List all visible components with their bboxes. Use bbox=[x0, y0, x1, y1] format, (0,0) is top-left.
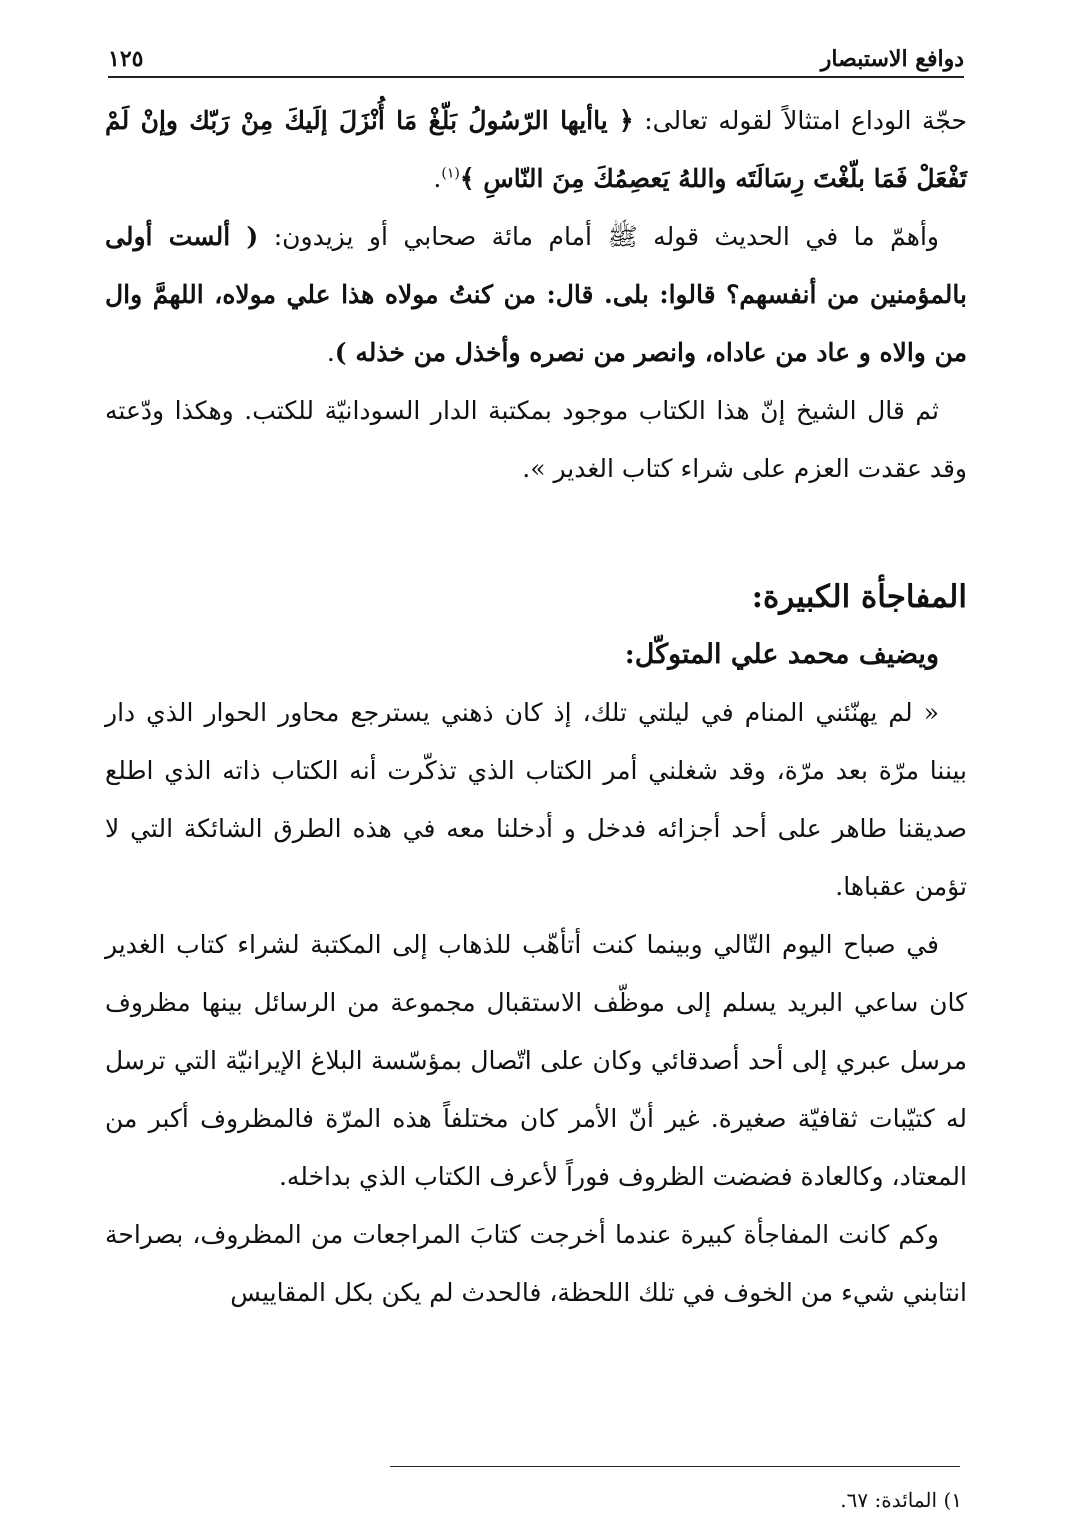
paragraph-sheikh: ثم قال الشيخ إنّ هذا الكتاب موجود بمكتبة الدار السودانيّة للكتب. وهكذا ودّعته وقد عقدت العزم على شراء كتاب الغدير ». bbox=[105, 396, 967, 483]
section-heading: المفاجأة الكبيرة: bbox=[751, 579, 967, 615]
paragraph-surprise: وكم كانت المفاجأة كبيرة عندما أخرجت كتابَ المراجعات من المظروف، بصراحة انتابني شيء من الخوف في تلك اللحظة، فالحدث لم يكن بكل المقاييس bbox=[105, 1220, 967, 1307]
page-body bbox=[105, 92, 967, 1322]
paragraph-quran-verse bbox=[105, 92, 967, 208]
section-subheading: ويضيف محمد علي المتوكّل: bbox=[624, 639, 939, 670]
quran-verse: ﴿ ياأيها الرّسُولُ بَلّغْ مَا أُنْزَلَ إلَيكَ مِنْ رَبّك وإنْ لَمْ تَفْعَلْ فَمَا بلّغْتَ رِسَالَتَه واللهُ يَعصِمُكَ مِنَ النّاسِ ﴾ bbox=[105, 106, 967, 193]
running-title: دوافع الاستبصار bbox=[820, 46, 964, 72]
section-gap bbox=[105, 498, 967, 568]
paragraph-intro: وأهمّ ما في الحديث قوله ﷺ أمام مائة صحابي أو يزيدون: bbox=[258, 222, 939, 251]
paragraph-night: « لم يهنّئني المنام في ليلتي تلك، إذ كان ذهني يسترجع محاور الحوار الذي دار بيننا مرّة بعد مرّة، وقد شغلني أمر الكتاب الذي تذكّرت أنه الكتاب ذاته الذي اطلع صديقنا طاهر على أحد أجزائه فدخل و أدخلنا معه في هذه الطرق الشائكة التي لا تؤمن عقباها. bbox=[105, 698, 967, 901]
hadith-quote: ( ألست أولى بالمؤمنين من أنفسهم؟ قالوا: بلى. قال: من كنتُ مولاه هذا علي مولاه، اللهمَّ وال من والاه و عاد من عاداه، وانصر من نصره وأخذل من خذله ) bbox=[105, 222, 967, 367]
paragraph-hadith bbox=[105, 208, 967, 382]
paragraph-intro: حجّة الوداع امتثالاً لقوله تعالى: bbox=[633, 106, 968, 135]
page-header bbox=[108, 38, 964, 78]
paragraph-morning: في صباح اليوم التّالي وبينما كنت أتأهّب للذهاب إلى المكتبة لشراء كتاب الغدير كان ساعي البريد يسلم إلى موظّف الاستقبال مجموعة من الرسائل بينها مظروف مرسل عبري إلى أحد أصدقائي وكان على اتّصال بمؤسّسة البلاغ الإيرانيّة التي ترسل له كتيّبات ثقافيّة صغيرة. غير أنّ الأمر كان مختلفاً هذه المرّة فالمظروف أكبر من المعتاد، وكالعادة فضضت الظروف فوراً لأعرف الكتاب الذي بداخله. bbox=[105, 930, 967, 1191]
page-number: ١٢٥ bbox=[108, 46, 144, 72]
paragraph-end: . bbox=[433, 164, 442, 193]
footnote: ١) المائدة: ٦٧. bbox=[840, 1488, 962, 1512]
paragraph-end: . bbox=[326, 338, 335, 367]
footnote-divider bbox=[390, 1466, 960, 1467]
footnote-reference: (١) bbox=[441, 165, 460, 182]
